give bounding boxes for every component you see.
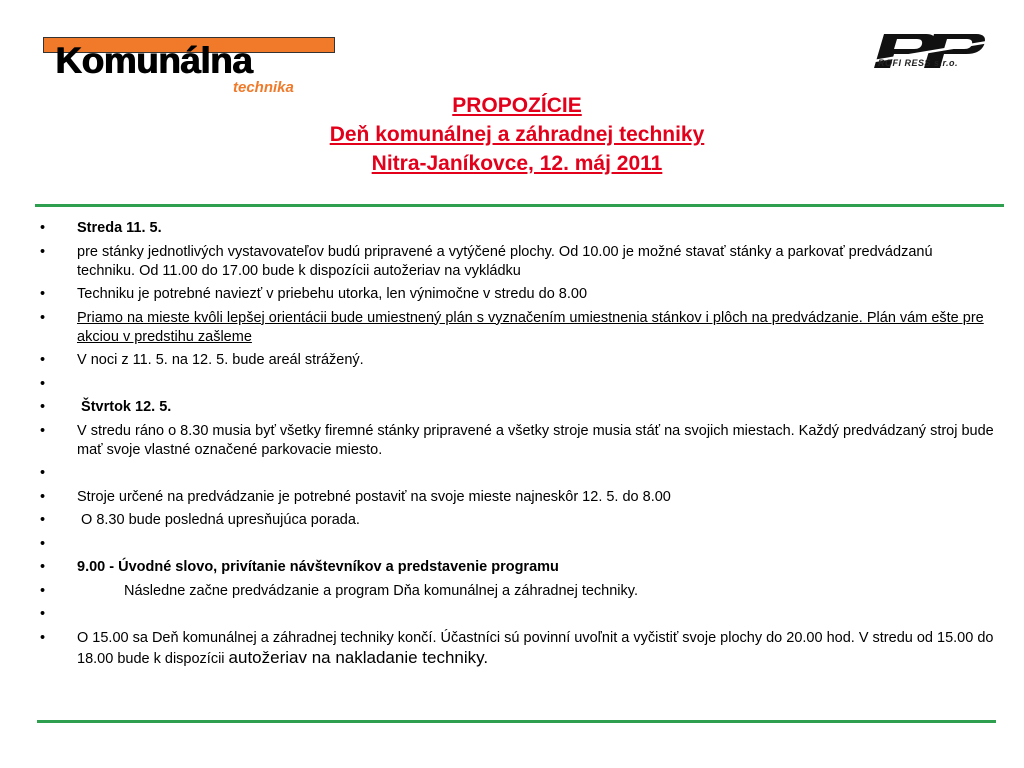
komunalna-technika-logo [43, 37, 335, 97]
title-line-2: Deň komunálnej a záhradnej techniky [329, 123, 705, 146]
bullet-item-empty [0, 464, 1024, 483]
bullet-item: • Štvrtok 12. 5. [0, 398, 1024, 417]
bullet-item: • Streda 11. 5. [0, 219, 1024, 238]
bullet-item: • Následne začne predvádzanie a program Dňa komunálnej a záhradnej techniky. [0, 582, 1024, 601]
bullet-item-empty [0, 535, 1024, 554]
logo-main-text: Komunálna [55, 40, 252, 81]
bullet-item: • pre stánky jednotlivých vystavovateľov budú pripravené a vytýčené plochy. Od 10.00 je možné stavať stánky a parkovať predvádzanú techniku. Od 11.00 do 17.00 bude k dispozícii autožeriav na vykládku [0, 243, 1024, 281]
top-divider [35, 204, 1004, 207]
bullet-item: • Priamo na mieste kvôli lepšej orientácii bude umiestnený plán s vyznačením umiestnenia stánkov i plôch na predvádzanie. Plán vám ešte pre akciou v predstihu zašleme [0, 309, 1024, 347]
bullet-item-last: • O 15.00 sa Deň komunálnej a záhradnej techniky končí. Účastníci sú povinní uvoľnit a vyčistiť svoje plochy do 20.00 hod. V stredu od 15.00 do 18.00 bude k dispozícii autožeriav na nakladanie techniky. [0, 629, 1024, 669]
bullet-list [0, 219, 1024, 673]
bullet-item: • V noci z 11. 5. na 12. 5. bude areál strážený. [0, 351, 1024, 370]
bullet-item-empty [0, 605, 1024, 624]
title-line-1: PROPOZÍCIE [452, 94, 582, 117]
logo-sub-text: technika [233, 79, 294, 96]
title-line-3: Nitra-Janíkovce, 12. máj 2011 [371, 152, 663, 175]
bullet-item-empty [0, 375, 1024, 394]
bullet-item: • O 8.30 bude posledná upresňujúca porada. [0, 511, 1024, 530]
bullet-item: • 9.00 - Úvodné slovo, privítanie návštevníkov a predstavenie programu [0, 558, 1024, 577]
title-block [0, 91, 1024, 178]
profi-press-logo [864, 28, 994, 74]
bullet-item: • Techniku je potrebné naviezť v priebehu utorka, len výnimočne v stredu do 8.00 [0, 285, 1024, 304]
profi-press-label: ROFI RESS s.r.o. [878, 58, 959, 68]
bottom-divider [37, 720, 996, 723]
bullet-item: • V stredu ráno o 8.30 musia byť všetky firemné stánky pripravené a všetky stroje musia stáť na svojich miestach. Každý predvádzaný stroj bude mať svoje vlastné označené parkovacie miesto. [0, 422, 1024, 460]
bullet-item: • Stroje určené na predvádzanie je potrebné postaviť na svoje mieste najneskôr 12. 5. do 8.00 [0, 488, 1024, 507]
